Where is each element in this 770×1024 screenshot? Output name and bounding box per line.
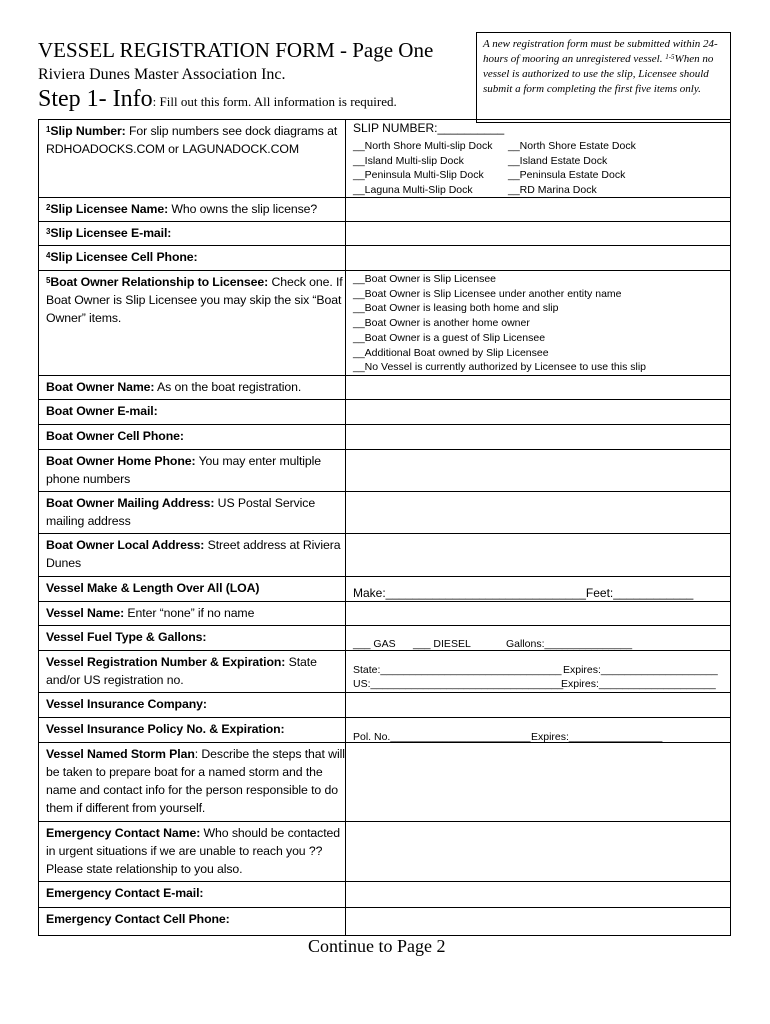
row-licensee-email: [39, 222, 730, 246]
us-registration-field[interactable]: US:_________________________________: [353, 678, 564, 690]
emergency-cell-field[interactable]: [347, 908, 730, 935]
label-licensee-name: $^2$Slip Licensee Name: Who owns the slip license?: [39, 198, 346, 221]
label-emergency-cell: Emergency Contact Cell Phone:: [39, 908, 346, 935]
row-emergency-email: [39, 882, 730, 908]
row-vessel-registration: [39, 651, 730, 693]
step-title: Step 1- Info: [38, 86, 153, 112]
association-name: Riviera Dunes Master Association Inc.: [38, 66, 286, 83]
row-vessel-name: [39, 602, 730, 626]
state-registration-field[interactable]: State:_______________________________: [353, 664, 562, 676]
label-owner-local: Boat Owner Local Address: Street address at Riviera Dunes: [39, 534, 346, 576]
owner-email-field[interactable]: [347, 400, 730, 424]
slip-option[interactable]: __Island Multi-slip Dock: [353, 154, 464, 167]
slip-option[interactable]: __Island Estate Dock: [508, 154, 608, 167]
step-instructions: : Fill out this form. All information is required.: [152, 94, 397, 109]
row-licensee-name: [39, 198, 730, 222]
fuel-diesel-option[interactable]: ___ DIESEL: [413, 638, 471, 650]
insurance-company-field[interactable]: [347, 693, 730, 717]
row-owner-mailing: [39, 492, 730, 534]
label-owner-mailing: Boat Owner Mailing Address: US Postal Service mailing address: [39, 492, 346, 533]
notice-box: [476, 32, 731, 123]
state-expires-field[interactable]: Expires:____________________: [563, 664, 718, 676]
label-insurance-policy: Vessel Insurance Policy No. & Expiration:: [39, 718, 346, 742]
slip-option[interactable]: __RD Marina Dock: [508, 183, 597, 196]
relationship-option[interactable]: __Boat Owner is a guest of Slip Licensee: [353, 331, 546, 344]
notice-text-1: A new registration form must be submitted within 24-hours of mooring an unregistered vessel.: [483, 38, 718, 65]
label-storm-plan: Vessel Named Storm Plan: Describe the steps that will be taken to prepare boat for a named storm and the name and contact info for the person responsible to do them if different from yourself.: [39, 743, 346, 821]
owner-name-field[interactable]: [347, 376, 730, 399]
row-emergency-cell: [39, 908, 730, 935]
slip-option[interactable]: __Laguna Multi-Slip Dock: [353, 183, 473, 196]
row-vessel-fuel: [39, 626, 730, 651]
slip-option[interactable]: __North Shore Estate Dock: [508, 140, 636, 152]
step-heading: [38, 86, 397, 113]
vessel-registration-cell: [347, 651, 730, 692]
vessel-name-field[interactable]: [347, 602, 730, 625]
row-owner-cell: [39, 425, 730, 450]
storm-plan-field[interactable]: [347, 743, 730, 821]
slip-option[interactable]: __North Shore Multi-slip Dock: [353, 140, 493, 152]
notice-superscript: 1-5: [665, 53, 675, 61]
licensee-email-field[interactable]: [347, 222, 730, 245]
relationship-option[interactable]: __Additional Boat owned by Slip Licensee: [353, 346, 549, 359]
row-owner-home-phone: [39, 450, 730, 492]
policy-expires-field[interactable]: Expires:________________: [531, 731, 663, 743]
label-vessel-registration: Vessel Registration Number & Expiration: State and/or US registration no.: [39, 651, 346, 692]
row-emergency-name: [39, 822, 730, 882]
relationship-option[interactable]: __Boat Owner is another home owner: [353, 317, 530, 330]
label-emergency-email: Emergency Contact E-mail:: [39, 882, 346, 907]
label-insurance-company: Vessel Insurance Company:: [39, 693, 346, 717]
registration-form-table: [38, 119, 731, 936]
row-owner-name: [39, 376, 730, 400]
slip-number-cell[interactable]: [347, 120, 730, 197]
row-insurance-company: [39, 693, 730, 718]
row-owner-email: [39, 400, 730, 425]
emergency-name-field[interactable]: [347, 822, 730, 881]
row-insurance-policy: [39, 718, 730, 743]
owner-cell-field[interactable]: [347, 425, 730, 449]
row-owner-local: [39, 534, 730, 577]
emergency-email-field[interactable]: [347, 882, 730, 907]
licensee-name-field[interactable]: [347, 198, 730, 221]
insurance-policy-cell: [347, 718, 730, 742]
relationship-option[interactable]: __No Vessel is currently authorized by Licensee to use this slip: [353, 361, 646, 374]
form-title: VESSEL REGISTRATION FORM - Page One: [38, 38, 434, 62]
row-licensee-cell: [39, 246, 730, 271]
label-relationship: $^5$Boat Owner Relationship to Licensee: Check one. If Boat Owner is Slip Licensee you may skip the six “Boat Owner” items.: [39, 271, 346, 375]
slip-number-label[interactable]: SLIP NUMBER:__________: [353, 121, 505, 135]
label-owner-name: Boat Owner Name: As on the boat registration.: [39, 376, 346, 399]
label-licensee-email: $^3$Slip Licensee E-mail:: [39, 222, 346, 245]
vessel-make-cell: [347, 577, 730, 601]
licensee-cell-field[interactable]: [347, 246, 730, 270]
label-emergency-name: Emergency Contact Name: Who should be contacted in urgent situations if we are unable to reach you ?? Please state relationship to you also.: [39, 822, 346, 881]
us-expires-field[interactable]: Expires:____________________: [561, 678, 716, 690]
label-owner-home-phone: Boat Owner Home Phone: You may enter multiple phone numbers: [39, 450, 346, 491]
label-vessel-make: Vessel Make & Length Over All (LOA): [39, 577, 346, 601]
slip-options-right: [508, 139, 636, 197]
slip-option[interactable]: __Peninsula Estate Dock: [508, 169, 626, 182]
policy-number-field[interactable]: Pol. No.________________________: [353, 731, 531, 743]
notice-text-2: When no vessel is authorized to use the slip, Licensee should submit a form completing the first five items only.: [483, 53, 714, 95]
slip-option[interactable]: __Peninsula Multi-Slip Dock: [353, 169, 484, 182]
vessel-fuel-cell: [347, 626, 730, 650]
label-vessel-name: Vessel Name: Enter “none” if no name: [39, 602, 346, 625]
relationship-option[interactable]: __Boat Owner is leasing both home and slip: [353, 302, 559, 315]
relationship-option[interactable]: __Boat Owner is Slip Licensee under another entity name: [353, 287, 622, 300]
row-vessel-make: [39, 577, 730, 602]
row-slip-number: [39, 120, 730, 198]
relationship-options: [353, 272, 646, 375]
fuel-gas-option[interactable]: ___ GAS: [353, 638, 396, 650]
label-slip-number: $^1$Slip Number: For slip numbers see dock diagrams at RDHOADOCKS.COM or LAGUNADOCK.COM: [39, 120, 346, 197]
label-licensee-cell: $^4$Slip Licensee Cell Phone:: [39, 246, 346, 270]
continue-note: Continue to Page 2: [308, 936, 446, 956]
relationship-option[interactable]: __Boat Owner is Slip Licensee: [353, 273, 496, 285]
label-owner-email: Boat Owner E-mail:: [39, 400, 346, 424]
row-relationship: [39, 271, 730, 376]
label-owner-cell: Boat Owner Cell Phone:: [39, 425, 346, 449]
owner-local-field[interactable]: [347, 534, 730, 576]
relationship-cell: [347, 271, 730, 375]
gallons-field[interactable]: Gallons:_______________: [506, 638, 633, 650]
make-feet-field[interactable]: Make:______________________________Feet:____________: [353, 586, 694, 600]
row-storm-plan: [39, 743, 730, 822]
slip-options-left: [353, 139, 492, 197]
label-vessel-fuel: Vessel Fuel Type & Gallons:: [39, 626, 346, 650]
owner-mailing-field[interactable]: [347, 492, 730, 533]
owner-home-phone-field[interactable]: [347, 450, 730, 491]
